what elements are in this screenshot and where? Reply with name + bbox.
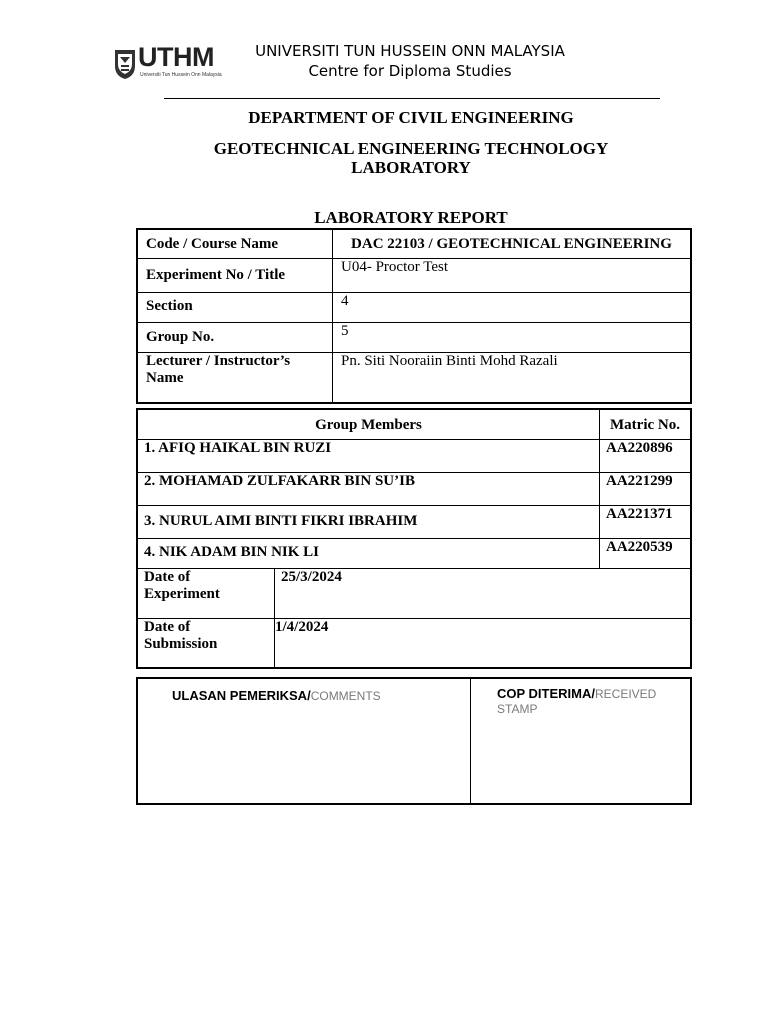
logo-subtext: Universiti Tun Hussein Onn Malaysia <box>140 72 222 78</box>
course-info-table <box>136 228 692 404</box>
table-row <box>137 229 691 258</box>
table-row <box>137 322 691 352</box>
table-row <box>137 472 691 505</box>
table-row <box>137 292 691 322</box>
experiment-label: Experiment No / Title <box>137 258 333 292</box>
group-members-header: Group Members <box>137 409 600 439</box>
stamp-cell <box>471 678 692 804</box>
member-matric: AA221371 <box>600 505 692 538</box>
stamp-label: COP DITERIMA/ <box>497 686 595 701</box>
date-submission-value: 1/4/2024 <box>275 618 692 668</box>
centre-name: Centre for Diploma Studies <box>308 62 512 80</box>
section-label: Section <box>137 292 333 322</box>
section-value: 4 <box>333 292 692 322</box>
university-name: UNIVERSITI TUN HUSSEIN ONN MALAYSIA <box>255 42 565 60</box>
date-experiment-label-line1: Date of <box>144 568 191 585</box>
table-header-row <box>137 409 691 439</box>
report-title: LABORATORY REPORT <box>314 208 508 227</box>
date-experiment-value: 25/3/2024 <box>275 568 692 618</box>
member-matric: AA220539 <box>600 538 692 568</box>
lab-title-line1: GEOTECHNICAL ENGINEERING TECHNOLOGY <box>213 139 609 158</box>
group-label: Group No. <box>137 322 333 352</box>
member-name: 3. NURUL AIMI BINTI FIKRI IBRAHIM <box>137 505 600 538</box>
member-matric: AA221299 <box>600 472 692 505</box>
member-matric: AA220896 <box>600 439 692 472</box>
code-value: DAC 22103 / GEOTECHNICAL ENGINEERING <box>333 229 692 258</box>
table-row <box>137 538 691 568</box>
group-members-table <box>136 408 692 669</box>
table-row <box>137 439 691 472</box>
member-name: 2. MOHAMAD ZULFAKARR BIN SU’IB <box>137 472 600 505</box>
table-row <box>137 505 691 538</box>
logo-wordmark: UTHM <box>138 42 214 72</box>
table-row <box>137 568 691 618</box>
stamp-label-en: RECEIVED STAMP <box>497 687 657 716</box>
table-row <box>137 258 691 292</box>
lecturer-label <box>137 352 333 403</box>
date-experiment-label <box>137 568 275 618</box>
table-row <box>137 678 691 804</box>
table-row <box>137 618 691 668</box>
header-divider <box>164 98 660 99</box>
date-experiment-label-line2: Experiment <box>144 585 220 602</box>
lecturer-label-line2: Name <box>146 369 184 386</box>
table-row <box>137 352 691 403</box>
matric-header: Matric No. <box>600 409 692 439</box>
code-label: Code / Course Name <box>137 229 333 258</box>
date-submission-label-line1: Date of <box>144 618 191 635</box>
lecturer-value: Pn. Siti Nooraiin Binti Mohd Razali <box>333 352 692 403</box>
comments-stamp-table <box>136 677 692 805</box>
comments-label-en: COMMENTS <box>310 689 381 703</box>
comments-cell <box>137 678 471 804</box>
lab-title-line2: LABORATORY <box>351 158 471 177</box>
group-value: 5 <box>333 322 692 352</box>
date-submission-label-line2: Submission <box>144 635 218 652</box>
experiment-value: U04- Proctor Test <box>333 258 692 292</box>
uthm-crest-icon <box>114 48 136 80</box>
member-name: 4. NIK ADAM BIN NIK LI <box>137 538 600 568</box>
department-title: DEPARTMENT OF CIVIL ENGINEERING <box>248 108 574 127</box>
member-name: 1. AFIQ HAIKAL BIN RUZI <box>137 439 600 472</box>
comments-label: ULASAN PEMERIKSA/ <box>172 688 311 703</box>
lecturer-label-line1: Lecturer / Instructor’s <box>146 352 291 369</box>
date-submission-label <box>137 618 275 668</box>
uthm-logo <box>114 42 229 82</box>
